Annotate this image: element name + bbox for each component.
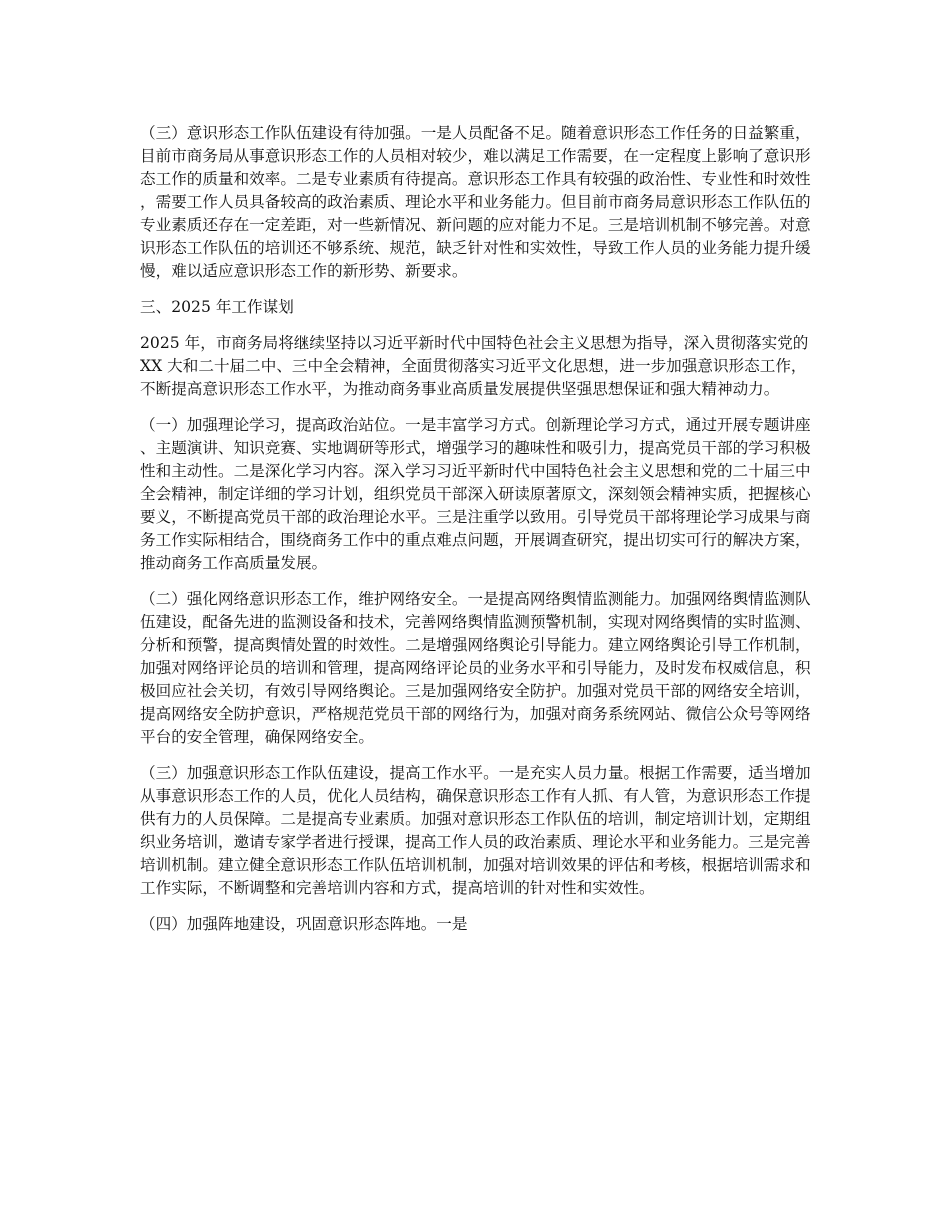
paragraph-ideology-team-issues: （三）意识形态工作队伍建设有待加强。一是人员配备不足。随着意识形态工作任务的日益繁重，目前市商务局从事意识形态工作的人员相对较少，难以满足工作需要，在一定程度上影响了意识形态工作的质量和效率。二是专业素质有待提高。意识形态工作具有较强的政治性、专业性和时效性，需要工作人员具备较高的政治素质、理论水平和业务能力。但目前市商务局意识形态工作队伍的专业素质还存在一定差距，对一些新情况、新问题的应对能力不足。三是培训机制不够完善。对意识形态工作队伍的培训还不够系统、规范，缺乏针对性和实效性，导致工作人员的业务能力提升缓慢，难以适应意识形态工作的新形势、新要求。 <box>140 124 811 280</box>
paragraph-team-building: （三）加强意识形态工作队伍建设，提高工作水平。一是充实人员力量。根据工作需要，适当增加从事意识形态工作的人员，优化人员结构，确保意识形态工作有人抓、有人管，为意识形态工作提供有力的人员保障。二是提高专业素质。加强对意识形态工作队伍的培训，制定培训计划，定期组织业务培训，邀请专家学者进行授课，提高工作人员的政治素质、理论水平和业务能力。三是完善培训机制。建立健全意识形态工作队伍培训机制，加强对培训效果的评估和考核，根据培训需求和工作实际，不断调整和完善培训内容和方式，提高培训的针对性和实效性。 <box>140 764 811 897</box>
document-body <box>140 122 820 949</box>
paragraph-network-ideology: （二）强化网络意识形态工作，维护网络安全。一是提高网络舆情监测能力。加强网络舆情监测队伍建设，配备先进的监测设备和技术，完善网络舆情监测预警机制，实现对网络舆情的实时监测、分析和预警，提高舆情处置的时效性。二是增强网络舆论引导能力。建立网络舆论引导工作机制，加强对网络评论员的培训和管理，提高网络评论员的业务水平和引导能力，及时发布权威信息，积极回应社会关切，有效引导网络舆论。三是加强网络安全防护。加强对党员干部的网络安全培训，提高网络安全防护意识，严格规范党员干部的网络行为，加强对商务系统网站、微信公众号等网络平台的安全管理，确保网络安全。 <box>140 590 811 746</box>
paragraph-2025-overview: 2025 年，市商务局将继续坚持以习近平新时代中国特色社会主义思想为指导，深入贯彻落实党的 XX 大和二十届二中、三中全会精神，全面贯彻落实习近平文化思想，进一步加强意识形态工作，不断提高意识形态工作水平，为推动商务事业高质量发展提供坚强思想保证和强大精神动力。 <box>140 334 809 398</box>
section-heading-2025-plan: 三、2025 年工作谋划 <box>140 298 294 316</box>
paragraph-theory-study: （一）加强理论学习，提高政治站位。一是丰富学习方式。创新理论学习方式，通过开展专题讲座、主题演讲、知识竞赛、实地调研等形式，增强学习的趣味性和吸引力，提高党员干部的学习积极性和主动性。二是深化学习内容。深入学习习近平新时代中国特色社会主义思想和党的二十届三中全会精神，制定详细的学习计划，组织党员干部深入研读原著原文，深刻领会精神实质，把握核心要义，不断提高党员干部的政治理论水平。三是注重学以致用。引导党员干部将理论学习成果与商务工作实际相结合，围绕商务工作中的重点难点问题，开展调查研究，提出切实可行的解决方案，推动商务工作高质量发展。 <box>140 416 811 572</box>
paragraph-position-building: （四）加强阵地建设，巩固意识形态阵地。一是 <box>140 915 468 933</box>
